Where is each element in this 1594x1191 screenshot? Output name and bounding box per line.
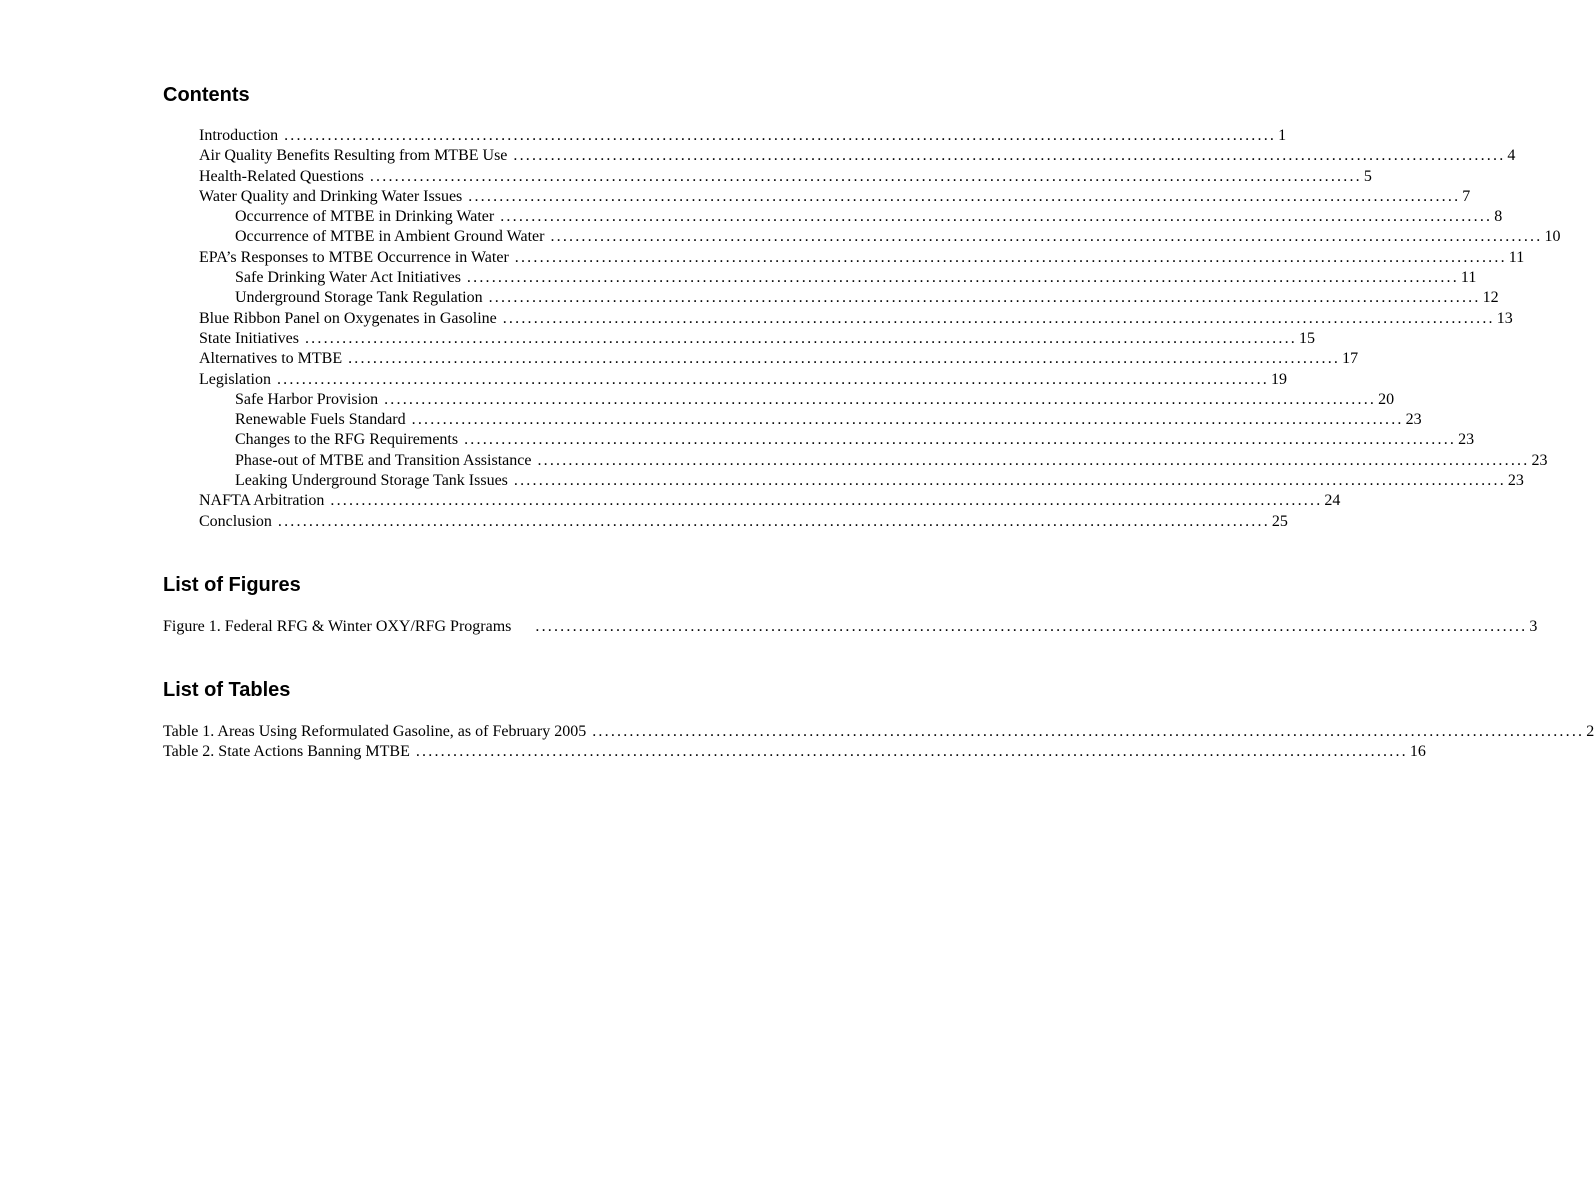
toc-entry-page: 17	[1342, 350, 1359, 368]
toc-subentry[interactable]	[163, 451, 1548, 471]
toc-subentry[interactable]	[163, 430, 1475, 450]
tables-list	[163, 722, 1594, 763]
toc-entry[interactable]	[163, 248, 1525, 268]
figures-list	[163, 617, 1538, 637]
toc-entry-title: Occurrence of MTBE in Ambient Ground Water	[235, 228, 545, 246]
toc-entry-title: Phase-out of MTBE and Transition Assistance	[235, 451, 532, 469]
toc-entry[interactable]	[163, 309, 1513, 329]
toc-entry-page: 23	[1458, 431, 1475, 449]
toc-entry-page: 24	[1324, 492, 1341, 510]
toc-entry-title: Occurrence of MTBE in Drinking Water	[235, 208, 495, 226]
toc-entry-title: State Initiatives	[199, 329, 299, 347]
toc-subentry[interactable]	[163, 288, 1499, 308]
toc-entry-title: NAFTA Arbitration	[199, 492, 325, 510]
toc-subentry[interactable]	[163, 227, 1561, 247]
toc-entry-title: Underground Storage Tank Regulation	[235, 289, 483, 307]
figure-entry-title: Figure 1. Federal RFG & Winter OXY/RFG Programs	[163, 618, 512, 635]
dot-leader: ................................................................................................................................................................	[468, 187, 1461, 205]
dot-leader: ................................................................................................................................................................	[384, 390, 1377, 408]
toc-entry[interactable]	[163, 329, 1315, 349]
dot-leader: ................................................................................................................................................................	[277, 512, 1270, 530]
toc-entry[interactable]	[163, 491, 1341, 511]
dot-leader: ................................................................................................................................................................	[488, 289, 1481, 307]
dot-leader: ................................................................................................................................................................	[502, 309, 1495, 327]
toc-entry-page: 7	[1462, 187, 1471, 205]
dot-leader: ................................................................................................................................................................	[276, 370, 1269, 388]
toc-entry-title: Introduction	[199, 127, 279, 144]
table-entry-title: Table 1. Areas Using Reformulated Gasoline, as of February 2005	[163, 723, 587, 740]
toc-entry-page: 23	[1531, 451, 1548, 469]
dot-leader: ................................................................................................................................................................	[550, 228, 1543, 246]
toc-entry-title: Changes to the RFG Requirements	[235, 431, 459, 449]
toc-entry-title: Air Quality Benefits Resulting from MTBE Use	[199, 147, 508, 165]
toc-entry[interactable]	[163, 187, 1471, 207]
table-entry-title: Table 2. State Actions Banning MTBE	[163, 743, 410, 761]
dot-leader: ................................................................................................................................................................	[304, 329, 1297, 347]
toc-entry-title: EPA’s Responses to MTBE Occurrence in Water	[199, 248, 509, 266]
dot-leader: ................................................................................................................................................................	[537, 451, 1530, 469]
toc-entry[interactable]	[163, 512, 1288, 532]
toc-entry-title: Safe Harbor Provision	[235, 390, 379, 408]
toc-entry-page: 25	[1271, 512, 1288, 530]
dot-leader: ................................................................................................................................................................	[330, 492, 1323, 510]
dot-leader: ................................................................................................................................................................	[513, 147, 1506, 165]
toc-entry-page: 23	[1405, 411, 1422, 429]
dot-leader: ................................................................................................................................................................	[411, 411, 1404, 429]
table-entry-page: 16	[1409, 743, 1426, 761]
dot-leader: ................................................................................................................................................................	[284, 127, 1277, 144]
dot-leader: ................................................................................................................................................................	[513, 472, 1506, 490]
dot-leader: ................................................................................................................................................................	[535, 618, 1528, 635]
toc-entry-page: 11	[1460, 269, 1477, 287]
dot-leader: ................................................................................................................................................................	[348, 350, 1341, 368]
toc-entry-page: 20	[1378, 390, 1395, 408]
toc-subentry[interactable]	[163, 207, 1503, 227]
toc-entry-title: Water Quality and Drinking Water Issues	[199, 187, 463, 205]
dot-leader: ................................................................................................................................................................	[514, 248, 1507, 266]
toc-entry-page: 8	[1494, 208, 1503, 226]
toc-entry-title: Blue Ribbon Panel on Oxygenates in Gasoline	[199, 309, 497, 327]
toc-entry-title: Safe Drinking Water Act Initiatives	[235, 269, 461, 287]
toc-entry-page: 13	[1496, 309, 1513, 327]
toc-entry-page: 19	[1270, 370, 1287, 388]
toc-entry-page: 23	[1507, 472, 1524, 490]
toc-entry[interactable]	[163, 146, 1516, 166]
contents-list	[163, 126, 1561, 532]
toc-entry-title: Leaking Underground Storage Tank Issues	[235, 472, 508, 490]
toc-entry-page: 10	[1544, 228, 1561, 246]
toc-entry-page: 4	[1507, 147, 1516, 165]
figure-entry-page: 3	[1529, 618, 1538, 635]
toc-subentry[interactable]	[163, 268, 1477, 288]
toc-entry-title: Renewable Fuels Standard	[235, 411, 406, 429]
dot-leader: ................................................................................................................................................................	[500, 208, 1493, 226]
toc-entry[interactable]	[163, 167, 1372, 187]
figure-entry[interactable]	[163, 617, 1538, 637]
toc-entry-title: Conclusion	[199, 512, 272, 530]
toc-subentry[interactable]	[163, 390, 1395, 410]
toc-entry[interactable]	[163, 126, 1287, 146]
dot-leader: ................................................................................................................................................................	[369, 167, 1362, 185]
toc-entry-title: Health-Related Questions	[199, 167, 364, 185]
table-entry[interactable]	[163, 742, 1426, 762]
toc-entry[interactable]	[163, 349, 1359, 369]
dot-leader: ................................................................................................................................................................	[464, 431, 1457, 449]
toc-entry-page: 15	[1298, 329, 1315, 347]
toc-entry-page: 12	[1482, 289, 1499, 307]
toc-entry-page: 5	[1363, 167, 1372, 185]
toc-entry-page: 11	[1508, 248, 1525, 266]
contents-heading: Contents	[163, 84, 250, 106]
toc-subentry[interactable]	[163, 471, 1524, 491]
list-of-tables-heading: List of Tables	[163, 679, 291, 701]
toc-entry-title: Alternatives to MTBE	[199, 350, 343, 368]
list-of-figures-heading: List of Figures	[163, 574, 301, 596]
toc-entry-title: Legislation	[199, 370, 271, 388]
dot-leader: ................................................................................................................................................................	[415, 743, 1408, 761]
toc-subentry[interactable]	[163, 410, 1422, 430]
toc-entry-page: 1	[1278, 127, 1287, 144]
dot-leader: ................................................................................................................................................................	[466, 269, 1459, 287]
table-entry-page: 2	[1586, 723, 1594, 740]
toc-entry[interactable]	[163, 370, 1287, 390]
table-entry[interactable]	[163, 722, 1594, 742]
dot-leader: ................................................................................................................................................................	[592, 723, 1585, 740]
